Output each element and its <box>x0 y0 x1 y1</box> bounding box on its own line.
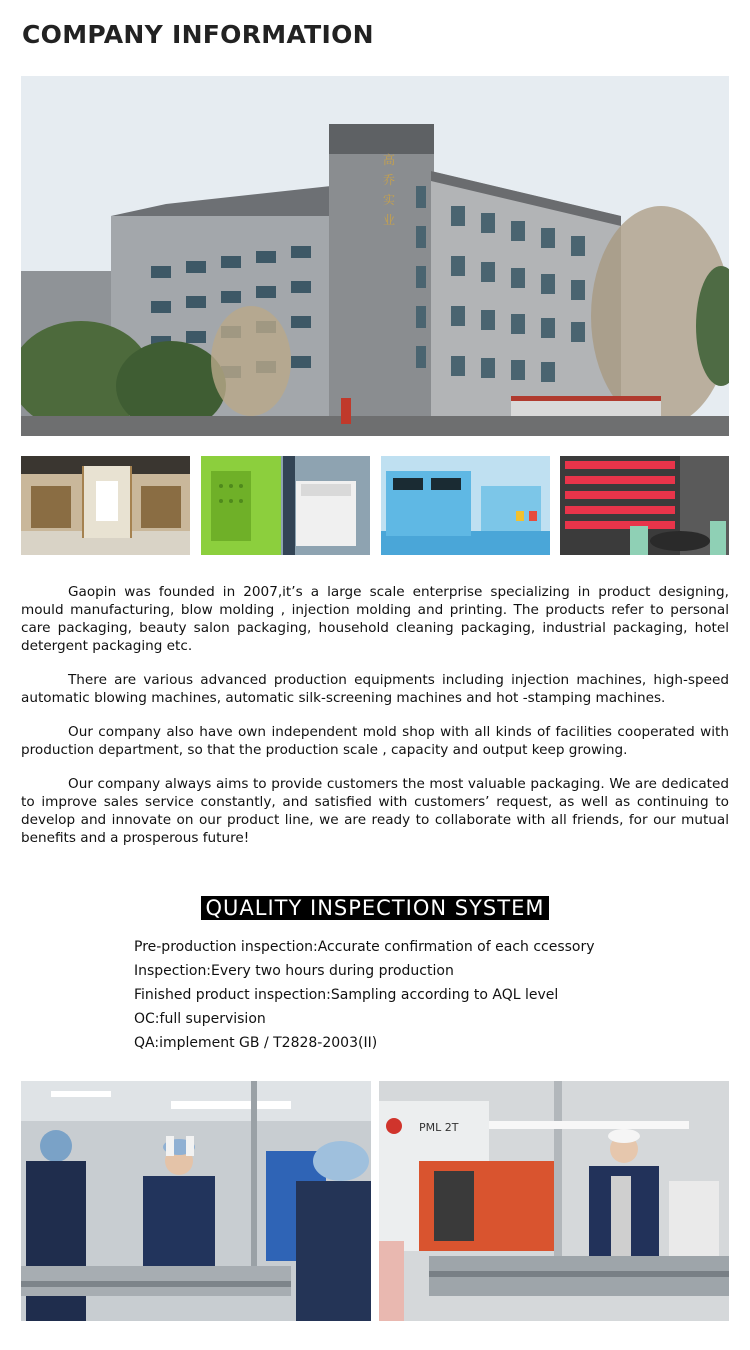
showroom-photo <box>21 456 190 555</box>
list-item: OC:full supervision <box>134 1011 266 1027</box>
quality-inspection-list <box>134 937 694 1057</box>
company-description <box>21 583 729 863</box>
paragraph-founding: Gaopin was founded in 2007,it’s a large scale enterprise specializing in product designing, mould manufacturing, blow molding , injection molding and printing. The products refer to personal care packaging, beauty salon packaging, household cleaning packaging, industrial packaging, hotel detergent packaging etc. <box>21 584 729 654</box>
inspection-worker-photo-1 <box>21 1081 371 1321</box>
building-sign-char: 高 <box>383 153 396 167</box>
list-item: QA:implement GB / T2828-2003(II) <box>134 1035 378 1051</box>
building-sign-char: 实 <box>383 193 396 207</box>
factory-building-photo <box>21 76 729 436</box>
list-item: Inspection:Every two hours during production <box>134 963 454 979</box>
paragraph-mold-shop: Our company also have own independent mold shop with all kinds of facilities cooperated with production department, so that the production scale , capacity and output keep growing. <box>21 724 729 758</box>
injection-machine-photo <box>201 456 370 555</box>
quality-section-title: QUALITY INSPECTION SYSTEM <box>201 896 550 920</box>
printing-line-photo <box>381 456 550 555</box>
paragraph-mission: Our company always aims to provide customers the most valuable packaging. We are dedicated to improve sales service constantly, and satisfied with customers’ request, as well as continuing to develop and innovate on our product line, we are ready to collaborate with all friends, for our mutual benefits and a prosperous future! <box>21 776 729 846</box>
building-sign-char: 乔 <box>383 173 396 187</box>
heating-machine-photo <box>560 456 729 555</box>
paragraph-equipment: There are various advanced production equipments including injection machines, high-speed automatic blowing machines, automatic silk-screening machines and hot -stamping machines. <box>21 672 729 706</box>
list-item: Pre-production inspection:Accurate confirmation of each ccessory <box>134 939 595 955</box>
inspection-worker-photo-2 <box>379 1081 729 1321</box>
machine-label: PML 2T <box>419 1121 459 1134</box>
building-sign-char: 业 <box>383 213 396 227</box>
list-item: Finished product inspection:Sampling according to AQL level <box>134 987 559 1003</box>
page-title: COMPANY INFORMATION <box>22 20 374 49</box>
